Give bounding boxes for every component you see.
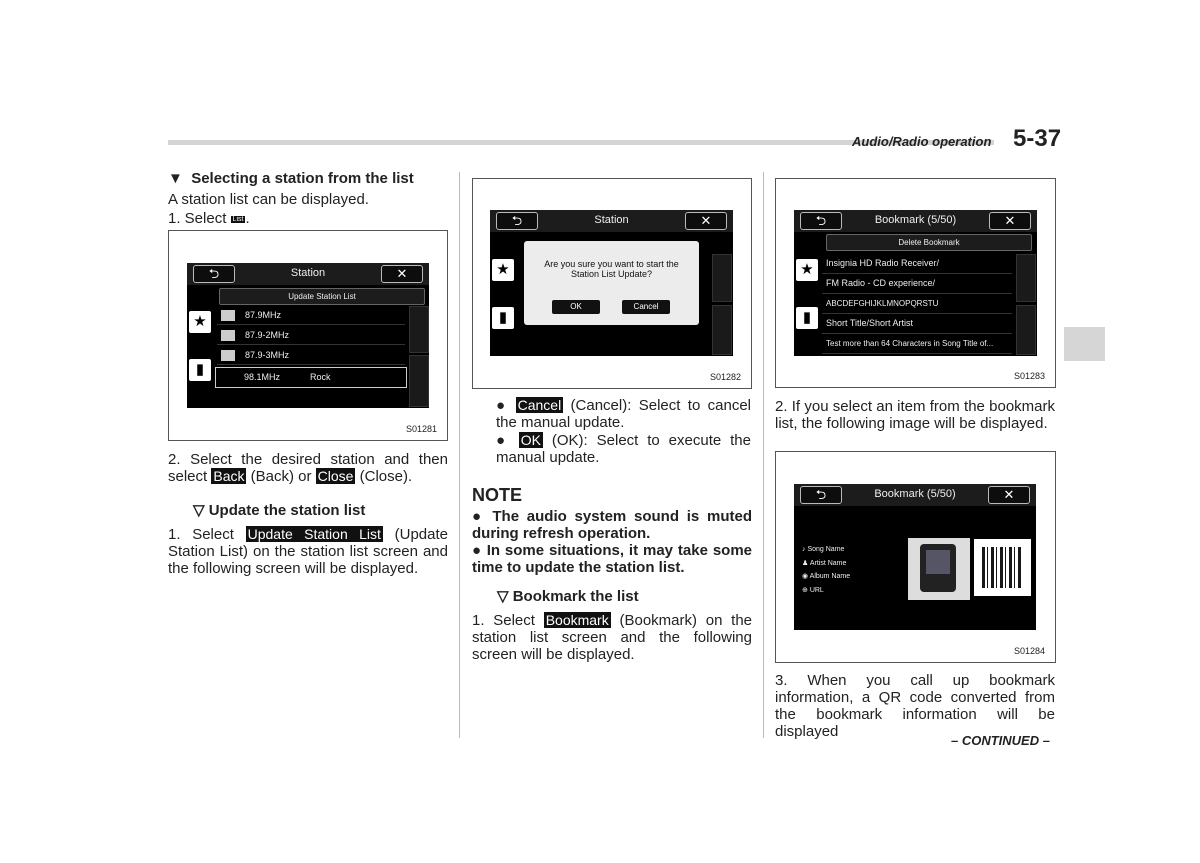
page-number: 5-37 xyxy=(1013,125,1062,152)
music-note-icon: ♪ Song Name xyxy=(802,546,845,553)
column-divider xyxy=(459,172,460,738)
step: 2. Select the desired station and then select Back (Back) or Close (Close). xyxy=(168,451,448,485)
list-item[interactable]: 87.9-3MHz xyxy=(217,346,405,365)
bookmark-icon[interactable]: ▮ xyxy=(492,307,514,329)
dialog-message: Are you sure you want to start the Station List Update? xyxy=(544,259,679,279)
back-icon[interactable]: ⮌ xyxy=(193,265,235,283)
list-item[interactable]: Short Title/Short Artist xyxy=(822,314,1012,334)
column-divider xyxy=(763,172,764,738)
figure-station-list xyxy=(168,230,448,441)
list-item-selected[interactable]: 98.1MHz Rock xyxy=(215,367,407,388)
bullet: ● Cancel (Cancel): Select to cancel the manual update. xyxy=(496,397,751,431)
scroll-up-button[interactable] xyxy=(1016,254,1036,302)
subheading: ▽ Bookmark the list xyxy=(497,588,639,605)
paragraph: A station list can be displayed. xyxy=(168,191,369,208)
back-icon[interactable]: ⮌ xyxy=(800,486,842,504)
screen-title: Station xyxy=(290,267,326,279)
screen-title: Station xyxy=(594,214,629,226)
scroll-down-button[interactable] xyxy=(712,305,732,355)
cancel-button[interactable]: Cancel xyxy=(622,300,670,314)
close-chip: Close xyxy=(317,468,354,484)
update-station-list-chip: Update Station List xyxy=(247,526,381,542)
artist-icon: ♟ Artist Name xyxy=(802,559,847,567)
note-item: ● The audio system sound is muted during refresh operation. xyxy=(472,508,752,542)
note-item: ● In some situations, it may take some time to update the station list. xyxy=(472,542,753,576)
back-chip: Back xyxy=(213,468,245,484)
list-item[interactable]: 87.9MHz xyxy=(217,306,405,325)
section-title: ▼ Selecting a station from the list xyxy=(168,170,414,187)
list-item[interactable]: 87.9-2MHz xyxy=(217,326,405,345)
ok-button[interactable]: OK xyxy=(552,300,600,314)
triangle-outline-icon: ▽ xyxy=(497,588,509,605)
screen-titlebar xyxy=(490,210,733,232)
step: 2. If you select an item from the bookmark list, the following image will be displayed. xyxy=(775,398,1055,432)
scroll-down-button[interactable] xyxy=(1016,305,1036,355)
figure-bookmark-detail xyxy=(775,451,1056,663)
step: 1. Select Update Station List (Update Station List) on the station list screen and the following screen will be displayed. xyxy=(168,526,449,577)
step: 3. When you call up bookmark information, a QR code converted from the bookmark information will be displayed xyxy=(775,672,1055,740)
star-icon[interactable]: ★ xyxy=(796,259,818,281)
scroll-down-button[interactable] xyxy=(409,355,429,407)
header-title: Audio/Radio operation xyxy=(852,134,992,149)
figure-code: S01281 xyxy=(405,424,437,434)
ok-chip: OK xyxy=(520,432,541,448)
detail-fields xyxy=(802,543,850,597)
scroll-up-button[interactable] xyxy=(409,306,429,353)
album-art xyxy=(908,538,970,600)
bookmark-chip: Bookmark xyxy=(545,612,609,628)
bullet: ● OK (OK): Select to execute the manual update. xyxy=(496,432,751,466)
album-icon: ◉ Album Name xyxy=(802,573,851,580)
screen-titlebar xyxy=(187,263,429,285)
qr-code xyxy=(974,539,1031,596)
screen-titlebar xyxy=(794,484,1036,506)
figure-bookmark-list xyxy=(775,178,1056,388)
update-station-list-button[interactable]: Update Station List xyxy=(219,288,425,305)
step: 1. Select Bookmark (Bookmark) on the station list screen and the following screen will be displayed. xyxy=(472,612,753,663)
screen-bookmark-detail xyxy=(794,484,1036,630)
note-title: NOTE xyxy=(472,485,523,505)
figure-code: S01283 xyxy=(1013,371,1045,381)
close-icon[interactable]: ✕ xyxy=(989,212,1031,230)
figure-code: S01284 xyxy=(1013,646,1045,656)
figure-station-update xyxy=(472,178,752,389)
close-icon[interactable]: ✕ xyxy=(381,265,423,283)
triangle-outline-icon: ▽ xyxy=(193,502,205,519)
confirm-dialog xyxy=(524,241,699,325)
figure-code: S01282 xyxy=(709,372,741,382)
continued-label: – CONTINUED – xyxy=(951,733,1050,748)
list-item[interactable]: ABCDEFGHIJKLMNOPQRSTU xyxy=(822,294,1012,314)
bookmark-icon[interactable]: ▮ xyxy=(189,359,211,381)
list-item[interactable]: FM Radio - CD experience/ xyxy=(822,274,1012,294)
star-icon[interactable]: ★ xyxy=(189,311,211,333)
cancel-chip: Cancel xyxy=(517,397,562,413)
screen-bookmark-list xyxy=(794,210,1037,356)
globe-icon: ⊕ URL xyxy=(802,586,824,594)
screen-station-update xyxy=(490,210,733,356)
screen-title: Bookmark (5/50) xyxy=(874,214,957,226)
list-button-icon: List xyxy=(232,215,244,223)
star-icon[interactable]: ★ xyxy=(492,259,514,281)
scroll-up-button[interactable] xyxy=(712,254,732,302)
screen-title: Bookmark (5/50) xyxy=(874,488,956,500)
step: 1. Select List . xyxy=(168,210,250,227)
delete-bookmark-button[interactable]: Delete Bookmark xyxy=(826,234,1032,251)
bookmark-icon[interactable]: ▮ xyxy=(796,307,818,329)
back-icon[interactable]: ⮌ xyxy=(800,212,842,230)
back-icon[interactable]: ⮌ xyxy=(496,212,538,230)
close-icon[interactable]: ✕ xyxy=(685,212,727,230)
triangle-down-icon: ▼ xyxy=(168,170,183,187)
chapter-tab xyxy=(1064,327,1105,361)
list-item[interactable]: Insignia HD Radio Receiver/ xyxy=(822,254,1012,274)
list-item[interactable]: Test more than 64 Characters in Song Title of... xyxy=(822,334,1012,354)
close-icon[interactable]: ✕ xyxy=(988,486,1030,504)
subheading: ▽ Update the station list xyxy=(193,502,366,519)
screen-station xyxy=(187,263,429,408)
screen-titlebar xyxy=(794,210,1037,232)
